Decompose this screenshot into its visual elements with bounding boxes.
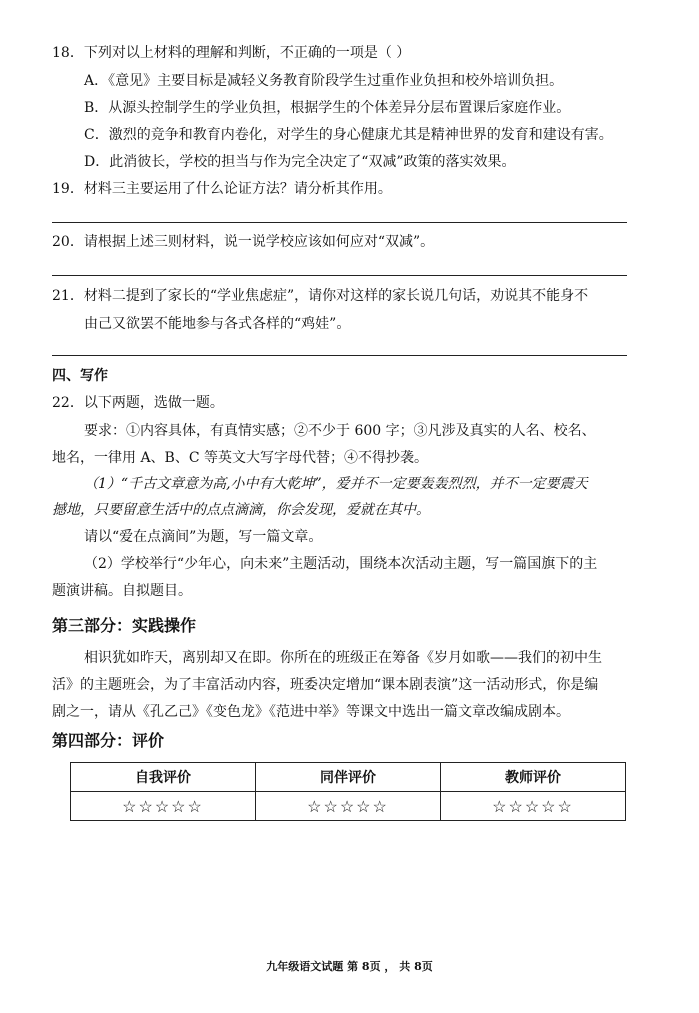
part4-heading: 第四部分：评价 [52, 731, 165, 750]
q19-stem: 19．材料三主要运用了什么论证方法？请分析其作用。 [52, 181, 392, 197]
q21-line2: 由己又欲罢不能地参与各式各样的“鸡娃”。 [84, 316, 351, 332]
teacher-evaluation-stars[interactable]: ☆☆☆☆☆ [441, 792, 626, 821]
q22-stem: 22．以下两题，选做一题。 [52, 395, 224, 411]
q22-prompt2-line1: （2）学校举行“少年心，向未来”主题活动，围绕本次活动主题，写一篇国旗下的主 [84, 556, 598, 572]
answer-line-q21 [52, 355, 627, 356]
self-evaluation-header: 自我评价 [71, 763, 256, 792]
part3-line1: 相识犹如昨天，离别却又在即。你所在的班级正在筹备《岁月如歌——我们的初中生 [84, 650, 602, 666]
q22-prompt1-line1: （1）“千古文章意为高,小中有大乾坤”，爱并不一定要轰轰烈烈，并不一定要震天 [84, 476, 588, 492]
self-evaluation-stars[interactable]: ☆☆☆☆☆ [71, 792, 256, 821]
section-writing-heading: 四、写作 [52, 368, 108, 384]
page-footer: 九年级语文试题 第 8页 ， 共 8页 [266, 960, 433, 973]
q22-requirements-line1: 要求：①内容具体，有真情实感；②不少于 600 字；③凡涉及真实的人名、校名、 [84, 423, 596, 439]
q22-prompt1-line2: 撼地，只要留意生活中的点点滴滴，你会发现，爱就在其中。 [52, 502, 430, 518]
q18-option-b: B．从源头控制学生的学业负担，根据学生的个体差异分层布置课后家庭作业。 [84, 100, 571, 116]
q22-requirements-line2: 地名，一律用 A、B、C 等英文大写字母代替；④不得抄袭。 [52, 450, 429, 466]
answer-line-q20 [52, 275, 627, 276]
part3-line3: 剧之一，请从《孔乙己》《变色龙》《范进中举》等课文中选出一篇文章改编成剧本。 [52, 704, 570, 720]
q20-stem: 20．请根据上述三则材料，说一说学校应该如何应对“双减”。 [52, 234, 435, 250]
part3-heading: 第三部分：实践操作 [52, 616, 197, 635]
q21-line1: 21．材料二提到了家长的“学业焦虑症”，请你对这样的家长说几句话，劝说其不能身不 [52, 288, 589, 304]
q18-option-a: A．《意见》主要目标是减轻义务教育阶段学生过重作业负担和校外培训负担。 [84, 73, 564, 89]
teacher-evaluation-header: 教师评价 [441, 763, 626, 792]
peer-evaluation-header: 同伴评价 [256, 763, 441, 792]
evaluation-header-row [71, 763, 626, 792]
part3-line2: 活》的主题班会，为了丰富活动内容，班委决定增加“课本剧表演”这一活动形式，你是编 [52, 677, 599, 693]
q18-option-d: D．此消彼长，学校的担当与作为完全决定了“双减”政策的落实效果。 [84, 154, 516, 170]
q18-stem: 18．下列对以上材料的理解和判断，不正确的一项是（ ） [52, 45, 411, 61]
peer-evaluation-stars[interactable]: ☆☆☆☆☆ [256, 792, 441, 821]
evaluation-table [70, 762, 626, 821]
q18-option-c: C．激烈的竞争和教育内卷化，对学生的身心健康尤其是精神世界的发育和建设有害。 [84, 127, 613, 143]
answer-line-q19 [52, 222, 627, 223]
evaluation-stars-row [71, 792, 626, 821]
q22-prompt2-line2: 题演讲稿。自拟题目。 [52, 583, 192, 599]
q22-prompt1-task: 请以“爱在点滴间”为题，写一篇文章。 [84, 529, 323, 545]
